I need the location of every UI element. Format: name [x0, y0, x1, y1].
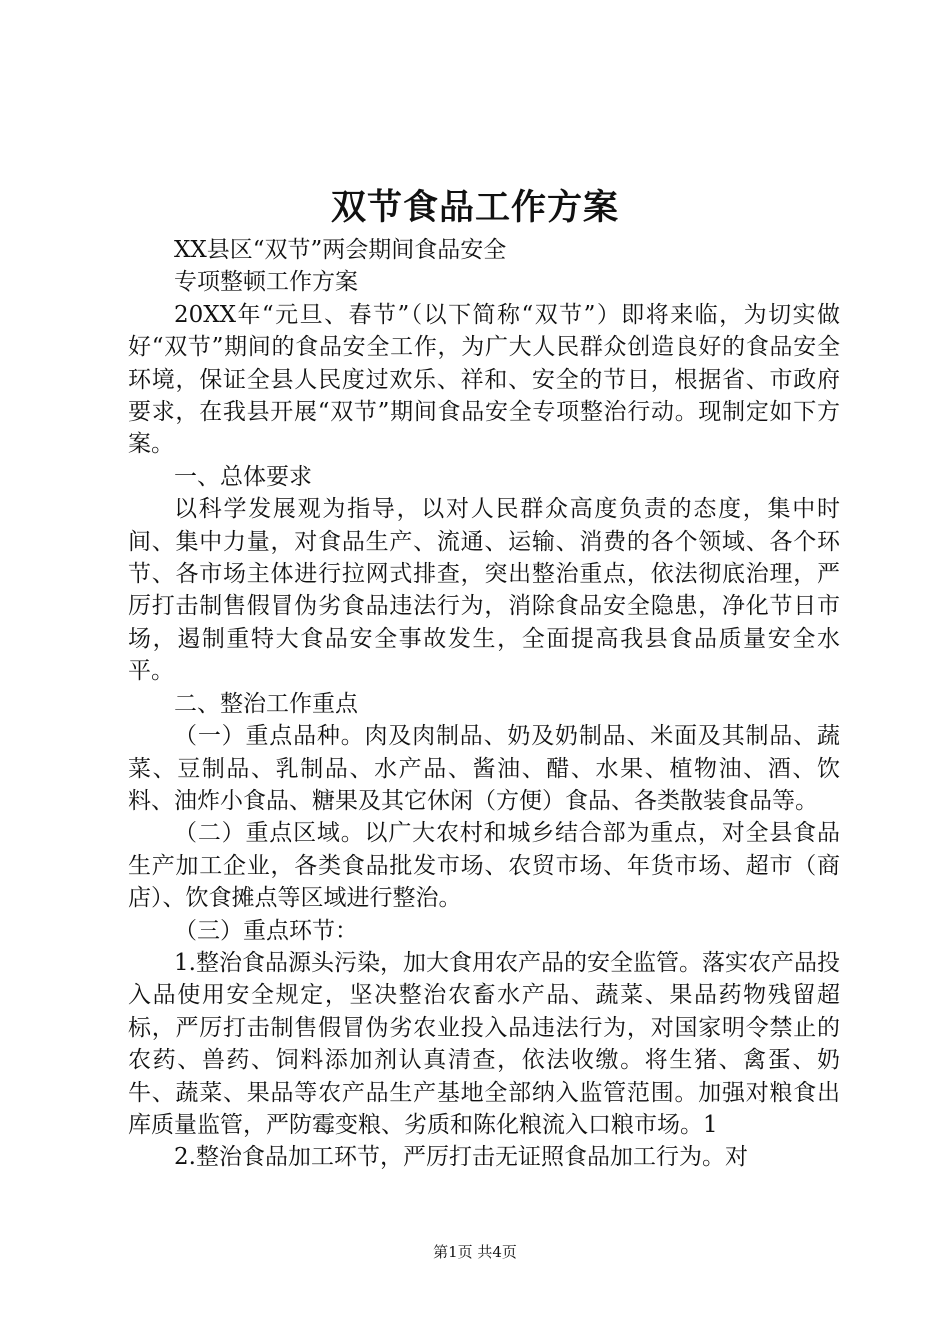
heading-key-links: （三）重点环节：	[174, 917, 358, 944]
page-footer: 第1页 共4页	[433, 1243, 517, 1261]
paragraph-intro: 20XX年“元旦、春节”（以下简称“双节”）即将来临，为切实做好“双节”期间的食品安全工作，为广大人民群众创造良好的食品安全环境，保证全县人民度过欢乐、祥和、安全的节日，根据省、市政府要求，在我县开展“双节”期间食品安全专项整治行动。现制定如下方案。	[128, 301, 840, 458]
paragraph-key-varieties: （一）重点品种。肉及肉制品、奶及奶制品、米面及其制品、蔬菜、豆制品、乳制品、水产品、酱油、醋、水果、植物油、酒、饮料、油炸小食品、糖果及其它休闲（方便）食品、各类散装食品等。	[128, 723, 840, 814]
paragraph-item-1: 1.整治食品源头污染，加大食用农产品的安全监管。落实农产品投入品使用安全规定，坚决整治农畜水产品、蔬菜、果品药物残留超标，严厉打击制售假冒伪劣农业投入品违法行为，对国家明令禁止的农药、兽药、饲料添加剂认真清查，依法收缴。将生猪、禽蛋、奶牛、蔬菜、果品等农产品生产基地全部纳入监管范围。加强对粮食出库质量监管，严防霉变粮、劣质和陈化粮流入口粮市场。1	[128, 949, 840, 1138]
heading-key-points: 二、整治工作重点	[174, 690, 358, 717]
paragraph-item-2: 2.整治食品加工环节，严厉打击无证照食品加工行为。对	[174, 1144, 748, 1171]
document-body	[128, 234, 840, 1174]
document-title: 双节食品工作方案	[330, 187, 619, 228]
heading-general-requirements: 一、总体要求	[174, 463, 312, 490]
paragraph-key-areas: （二）重点区域。以广大农村和城乡结合部为重点，对全县食品生产加工企业，各类食品批发市场、农贸市场、年货市场、超市（商店）、饮食摊点等区域进行整治。	[128, 820, 840, 912]
paragraph-subtitle-line-2: 专项整顿工作方案	[174, 269, 358, 296]
paragraph-subtitle-line-1: XX县区“双节”两会期间食品安全	[174, 237, 507, 263]
paragraph-general-requirements: 以科学发展观为指导，以对人民群众高度负责的态度，集中时间、集中力量，对食品生产、流通、运输、消费的各个领域、各个环节、各市场主体进行拉网式排查，突出整治重点，依法彻底治理，严厉打击制售假冒伪劣食品违法行为，消除食品安全隐患，净化节日市场，遏制重特大食品安全事故发生，全面提高我县食品质量安全水平。	[128, 496, 840, 685]
